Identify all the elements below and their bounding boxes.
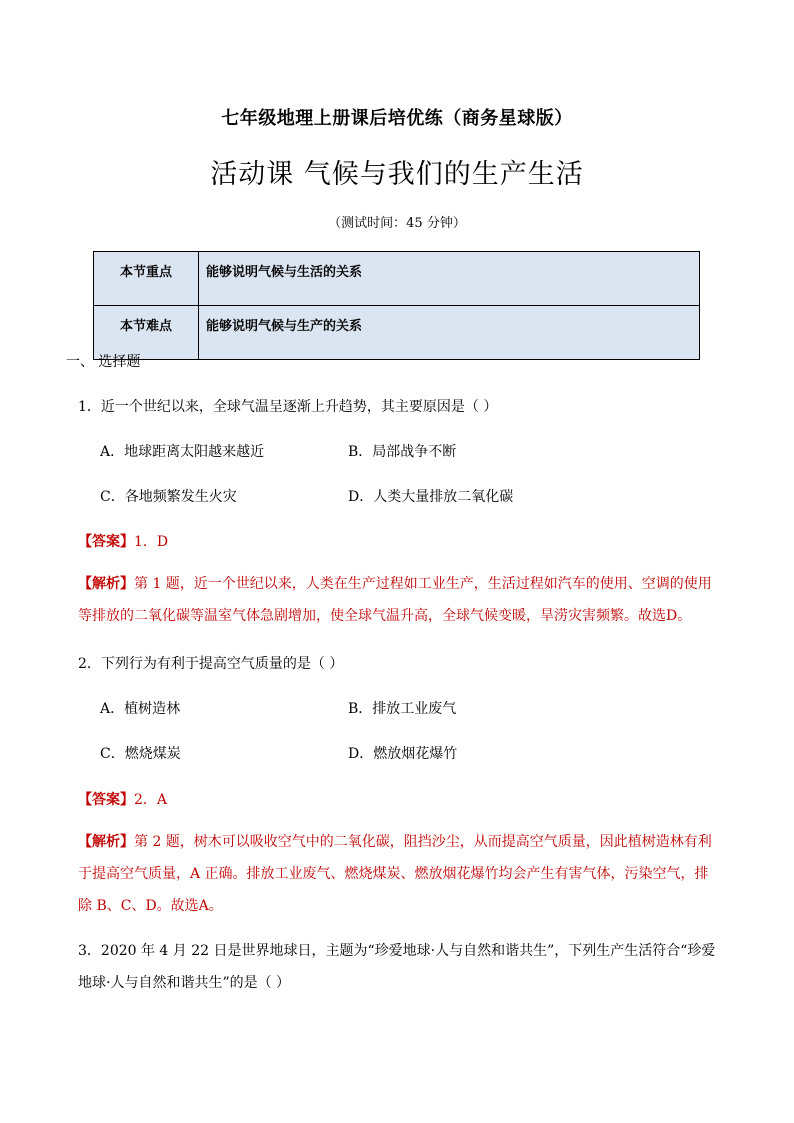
section-title: 一、 选择题 [66,354,141,370]
question-1-stem: 1．近一个世纪以来，全球气温呈逐渐上升趋势，其主要原因是（ ） [78,399,498,415]
question-1-option-c: C．各地频繁发生火灾 [100,489,237,505]
key-point-content: 能够说明气候与生活的关系 [199,252,700,306]
page-title: 七年级地理上册课后培优练（商务星球版） [221,108,573,129]
question-1-option-b: B．局部战争不断 [348,444,457,460]
difficult-point-content: 能够说明气候与生产的关系 [199,306,700,360]
explain-tag: 【解析】 [78,576,134,592]
question-2-option-c: C．燃烧煤炭 [100,746,181,762]
explain-text: 第 1 题，近一个世纪以来，人类在生产过程如工业生产，生活过程如汽车的使用、空调的使用等排放的二氧化碳等温室气体急剧增加，使全球气温升高，全球气候变暖，旱涝灾害频繁。故选D。 [78,576,712,624]
table-row [94,252,700,306]
key-point-label: 本节重点 [94,252,199,306]
question-1-option-a: A．地球距离太阳越来越近 [100,444,265,460]
question-2-stem: 2．下列行为有利于提高空气质量的是（ ） [78,656,344,672]
lesson-title: 活动课 气候与我们的生产生活 [210,159,584,190]
answer-tag: 【答案】 [78,534,134,550]
question-2-option-b: B．排放工业废气 [348,701,457,717]
question-2-answer [78,789,167,809]
answer-value: 2．A [134,792,168,808]
question-1-option-d: D．人类大量排放二氧化碳 [348,489,514,505]
question-2-option-a: A．植树造林 [100,701,181,717]
question-1-answer [78,531,168,551]
answer-tag: 【答案】 [78,792,134,808]
explain-text: 第 2 题，树木可以吸收空气中的二氧化碳，阻挡沙尘，从而提高空气质量，因此植树造林有利于提高空气质量，A 正确。排放工业废气、燃烧煤炭、燃放烟花爆竹均会产生有害气体，污染空气，排除 B、C、D。故选A。 [78,834,712,914]
key-points-table [93,251,700,360]
question-2-explanation [78,826,718,922]
question-1-explanation [78,568,718,632]
question-3-stem: 3．2020 年 4 月 22 日是世界地球日，主题为“珍爱地球·人与自然和谐共生”，下列生产生活符合“珍爱地球·人与自然和谐共生”的是（ ） [78,943,716,991]
answer-value: 1．D [134,534,169,550]
question-2-option-d: D．燃放烟花爆竹 [348,746,458,762]
difficult-point-label: 本节难点 [94,306,199,360]
explain-tag: 【解析】 [78,834,134,850]
table-row [94,306,700,360]
test-time: （测试时间：45 分钟） [328,216,466,231]
